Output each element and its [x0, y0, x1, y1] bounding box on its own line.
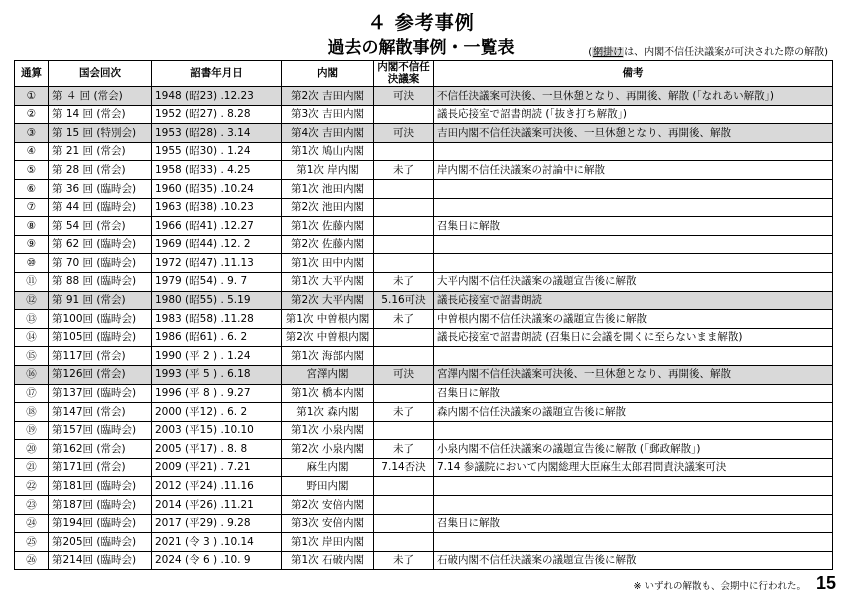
- cell-date: 1990 (平 2 ) . 1.24: [152, 347, 282, 366]
- cell-date: 2009 (平21) . 7.21: [152, 458, 282, 477]
- cell-cabinet: 第2次 安倍内閣: [282, 496, 374, 515]
- cell-nc: 5.16可決: [374, 291, 434, 310]
- cell-no: ㉑: [15, 458, 49, 477]
- cell-cabinet: 第1次 大平内閣: [282, 272, 374, 291]
- cell-cabinet: 第2次 池田内閣: [282, 198, 374, 217]
- cell-nc: [374, 235, 434, 254]
- cell-no: ④: [15, 142, 49, 161]
- cell-note: 召集日に解散: [434, 384, 833, 403]
- cell-diet: 第 ４ 回 (常会): [49, 87, 152, 106]
- cell-note: 中曽根内閣不信任決議案の議題宣告後に解散: [434, 310, 833, 329]
- cell-date: 1952 (昭27) . 8.28: [152, 105, 282, 124]
- cell-cabinet: 第1次 海部内閣: [282, 347, 374, 366]
- cell-cabinet: 第1次 中曽根内閣: [282, 310, 374, 329]
- cell-diet: 第137回 (臨時会): [49, 384, 152, 403]
- cell-diet: 第147回 (常会): [49, 403, 152, 422]
- column-header: 通算: [15, 61, 49, 87]
- cell-no: ⑭: [15, 328, 49, 347]
- cell-cabinet: 第1次 石破内閣: [282, 551, 374, 570]
- page-number: 15: [815, 573, 836, 593]
- page-title: ４ 参考事例: [367, 12, 475, 34]
- cell-no: ①: [15, 87, 49, 106]
- cell-diet: 第162回 (常会): [49, 440, 152, 459]
- cell-nc: [374, 421, 434, 440]
- cell-date: 1993 (平 5 ) . 6.18: [152, 365, 282, 384]
- cell-cabinet: 第1次 森内閣: [282, 403, 374, 422]
- table-row: [15, 514, 833, 533]
- column-header: 備考: [434, 61, 833, 87]
- table-row: [15, 217, 833, 236]
- cell-note: [434, 254, 833, 273]
- table-row: [15, 87, 833, 106]
- cell-diet: 第 62 回 (臨時会): [49, 235, 152, 254]
- table-row: [15, 347, 833, 366]
- cell-nc: 可決: [374, 124, 434, 143]
- cell-date: 1969 (昭44) .12. 2: [152, 235, 282, 254]
- cell-diet: 第187回 (臨時会): [49, 496, 152, 515]
- cell-note: 森内閣不信任決議案の議題宣告後に解散: [434, 403, 833, 422]
- table-row: [15, 291, 833, 310]
- cell-nc: 未了: [374, 551, 434, 570]
- cell-diet: 第117回 (常会): [49, 347, 152, 366]
- cell-note: [434, 179, 833, 198]
- cell-cabinet: 第2次 大平内閣: [282, 291, 374, 310]
- cell-no: ⑫: [15, 291, 49, 310]
- cell-date: 1960 (昭35) .10.24: [152, 179, 282, 198]
- table-row: [15, 105, 833, 124]
- cell-date: 1996 (平 8 ) . 9.27: [152, 384, 282, 403]
- cell-cabinet: 第1次 池田内閣: [282, 179, 374, 198]
- cell-nc: 未了: [374, 440, 434, 459]
- cell-no: ⑩: [15, 254, 49, 273]
- cell-date: 2014 (平26) .11.21: [152, 496, 282, 515]
- cell-nc: [374, 142, 434, 161]
- cell-note: 召集日に解散: [434, 217, 833, 236]
- cell-cabinet: 第1次 小泉内閣: [282, 421, 374, 440]
- cell-cabinet: 第2次 中曽根内閣: [282, 328, 374, 347]
- cell-date: 2024 (令 6 ) .10. 9: [152, 551, 282, 570]
- column-header: 内閣: [282, 61, 374, 87]
- legend-text: は、内閣不信任決議案が可決された際の解散: [624, 47, 825, 58]
- cell-cabinet: 第1次 鳩山内閣: [282, 142, 374, 161]
- cell-diet: 第 14 回 (常会): [49, 105, 152, 124]
- cell-no: ⑯: [15, 365, 49, 384]
- cell-note: 吉田内閣不信任決議案可決後、一旦休憩となり、再開後、解散: [434, 124, 833, 143]
- cell-nc: [374, 384, 434, 403]
- cell-diet: 第105回 (臨時会): [49, 328, 152, 347]
- cell-diet: 第 91 回 (常会): [49, 291, 152, 310]
- cell-no: ㉔: [15, 514, 49, 533]
- table-row: [15, 272, 833, 291]
- cell-no: ⑦: [15, 198, 49, 217]
- cell-note: [434, 496, 833, 515]
- cell-nc: 未了: [374, 310, 434, 329]
- cell-diet: 第100回 (臨時会): [49, 310, 152, 329]
- cell-cabinet: 第1次 佐藤内閣: [282, 217, 374, 236]
- cell-no: ⑪: [15, 272, 49, 291]
- cell-nc: [374, 496, 434, 515]
- cell-diet: 第194回 (臨時会): [49, 514, 152, 533]
- cell-no: ⑰: [15, 384, 49, 403]
- table-row: [15, 198, 833, 217]
- cell-note: 議長応接室で詔書朗読: [434, 291, 833, 310]
- cell-nc: 未了: [374, 161, 434, 180]
- cell-note: 召集日に解散: [434, 514, 833, 533]
- cell-note: 7.14 参議院において内閣総理大臣麻生太郎君問責決議案可決: [434, 458, 833, 477]
- column-header: 詔書年月日: [152, 61, 282, 87]
- table-row: [15, 142, 833, 161]
- table-header-row: [15, 61, 833, 87]
- cell-cabinet: 第3次 吉田内閣: [282, 105, 374, 124]
- cell-no: ⑨: [15, 235, 49, 254]
- cell-diet: 第205回 (臨時会): [49, 533, 152, 552]
- cell-cabinet: 宮澤内閣: [282, 365, 374, 384]
- dissolution-table: [14, 60, 833, 570]
- cell-cabinet: 第1次 岸田内閣: [282, 533, 374, 552]
- cell-nc: [374, 179, 434, 198]
- cell-date: 1948 (昭23) .12.23: [152, 87, 282, 106]
- cell-note: 議長応接室で詔書朗読 (「抜き打ち解散」): [434, 105, 833, 124]
- cell-date: 1963 (昭38) .10.23: [152, 198, 282, 217]
- cell-cabinet: 第3次 安倍内閣: [282, 514, 374, 533]
- cell-nc: 未了: [374, 403, 434, 422]
- table-row: [15, 477, 833, 496]
- cell-date: 2021 (令 3 ) .10.14: [152, 533, 282, 552]
- cell-diet: 第 70 回 (臨時会): [49, 254, 152, 273]
- table-row: [15, 328, 833, 347]
- cell-note: 不信任決議案可決後、一旦休憩となり、再開後、解散 (「なれあい解散」): [434, 87, 833, 106]
- cell-date: 1980 (昭55) . 5.19: [152, 291, 282, 310]
- cell-nc: [374, 533, 434, 552]
- legend-mark: 網掛け: [593, 47, 624, 58]
- column-header: 内閣不信任 決議案: [374, 61, 434, 87]
- cell-nc: [374, 105, 434, 124]
- table-row: [15, 533, 833, 552]
- cell-diet: 第126回 (常会): [49, 365, 152, 384]
- cell-diet: 第 28 回 (常会): [49, 161, 152, 180]
- cell-nc: 7.14否決: [374, 458, 434, 477]
- cell-no: ㉓: [15, 496, 49, 515]
- cell-note: [434, 142, 833, 161]
- legend: (網掛けは、内閣不信任決議案が可決された際の解散): [588, 47, 828, 58]
- cell-nc: [374, 217, 434, 236]
- cell-cabinet: 野田内閣: [282, 477, 374, 496]
- cell-date: 1972 (昭47) .11.13: [152, 254, 282, 273]
- cell-no: ⑱: [15, 403, 49, 422]
- cell-no: ㉖: [15, 551, 49, 570]
- cell-date: 2017 (平29) . 9.28: [152, 514, 282, 533]
- cell-nc: 可決: [374, 365, 434, 384]
- cell-nc: [374, 514, 434, 533]
- cell-diet: 第 44 回 (臨時会): [49, 198, 152, 217]
- cell-no: ⑬: [15, 310, 49, 329]
- cell-no: ⑳: [15, 440, 49, 459]
- table-row: [15, 235, 833, 254]
- cell-note: 小泉内閣不信任決議案の議題宣告後に解散 (「郵政解散」): [434, 440, 833, 459]
- cell-cabinet: 第1次 岸内閣: [282, 161, 374, 180]
- cell-diet: 第181回 (臨時会): [49, 477, 152, 496]
- cell-note: [434, 235, 833, 254]
- cell-note: 議長応接室で詔書朗読 (召集日に会議を開くに至らないまま解散): [434, 328, 833, 347]
- table-row: [15, 124, 833, 143]
- cell-no: ㉒: [15, 477, 49, 496]
- cell-note: 石破内閣不信任決議案の議題宣告後に解散: [434, 551, 833, 570]
- table-row: [15, 384, 833, 403]
- cell-no: ㉕: [15, 533, 49, 552]
- table-row: [15, 440, 833, 459]
- cell-note: [434, 533, 833, 552]
- cell-cabinet: 第4次 吉田内閣: [282, 124, 374, 143]
- cell-note: [434, 421, 833, 440]
- cell-nc: [374, 254, 434, 273]
- page-subtitle: 過去の解散事例・一覧表: [327, 38, 515, 58]
- table-row: [15, 179, 833, 198]
- cell-note: [434, 477, 833, 496]
- cell-note: [434, 347, 833, 366]
- cell-date: 2005 (平17) . 8. 8: [152, 440, 282, 459]
- cell-nc: [374, 328, 434, 347]
- cell-date: 1979 (昭54) . 9. 7: [152, 272, 282, 291]
- cell-diet: 第171回 (常会): [49, 458, 152, 477]
- cell-note: [434, 198, 833, 217]
- table-row: [15, 421, 833, 440]
- cell-date: 1953 (昭28) . 3.14: [152, 124, 282, 143]
- footnote: ※ いずれの解散も、会期中に行われた。: [633, 581, 806, 592]
- cell-date: 2000 (平12) . 6. 2: [152, 403, 282, 422]
- cell-nc: 可決: [374, 87, 434, 106]
- cell-date: 2012 (平24) .11.16: [152, 477, 282, 496]
- cell-cabinet: 第2次 小泉内閣: [282, 440, 374, 459]
- cell-note: 宮澤内閣不信任決議案可決後、一旦休憩となり、再開後、解散: [434, 365, 833, 384]
- cell-date: 1955 (昭30) . 1.24: [152, 142, 282, 161]
- table-row: [15, 458, 833, 477]
- cell-nc: [374, 347, 434, 366]
- cell-date: 1983 (昭58) .11.28: [152, 310, 282, 329]
- cell-cabinet: 第2次 佐藤内閣: [282, 235, 374, 254]
- cell-diet: 第 15 回 (特別会): [49, 124, 152, 143]
- table-row: [15, 496, 833, 515]
- cell-no: ⑤: [15, 161, 49, 180]
- cell-no: ③: [15, 124, 49, 143]
- cell-no: ②: [15, 105, 49, 124]
- cell-nc: [374, 198, 434, 217]
- cell-nc: 未了: [374, 272, 434, 291]
- cell-diet: 第 21 回 (常会): [49, 142, 152, 161]
- cell-no: ⑧: [15, 217, 49, 236]
- cell-date: 1958 (昭33) . 4.25: [152, 161, 282, 180]
- cell-no: ⑮: [15, 347, 49, 366]
- cell-cabinet: 第2次 吉田内閣: [282, 87, 374, 106]
- cell-cabinet: 麻生内閣: [282, 458, 374, 477]
- table-row: [15, 161, 833, 180]
- cell-date: 2003 (平15) .10.10: [152, 421, 282, 440]
- table-row: [15, 365, 833, 384]
- cell-note: 大平内閣不信任決議案の議題宣告後に解散: [434, 272, 833, 291]
- column-header: 国会回次: [49, 61, 152, 87]
- table-row: [15, 310, 833, 329]
- cell-diet: 第 36 回 (臨時会): [49, 179, 152, 198]
- cell-cabinet: 第1次 橋本内閣: [282, 384, 374, 403]
- cell-date: 1986 (昭61) . 6. 2: [152, 328, 282, 347]
- table-row: [15, 551, 833, 570]
- cell-note: 岸内閣不信任決議案の討論中に解散: [434, 161, 833, 180]
- cell-cabinet: 第1次 田中内閣: [282, 254, 374, 273]
- cell-diet: 第 54 回 (常会): [49, 217, 152, 236]
- cell-no: ⑲: [15, 421, 49, 440]
- cell-diet: 第157回 (臨時会): [49, 421, 152, 440]
- cell-date: 1966 (昭41) .12.27: [152, 217, 282, 236]
- cell-nc: [374, 477, 434, 496]
- cell-no: ⑥: [15, 179, 49, 198]
- cell-diet: 第 88 回 (臨時会): [49, 272, 152, 291]
- table-row: [15, 254, 833, 273]
- table-row: [15, 403, 833, 422]
- cell-diet: 第214回 (臨時会): [49, 551, 152, 570]
